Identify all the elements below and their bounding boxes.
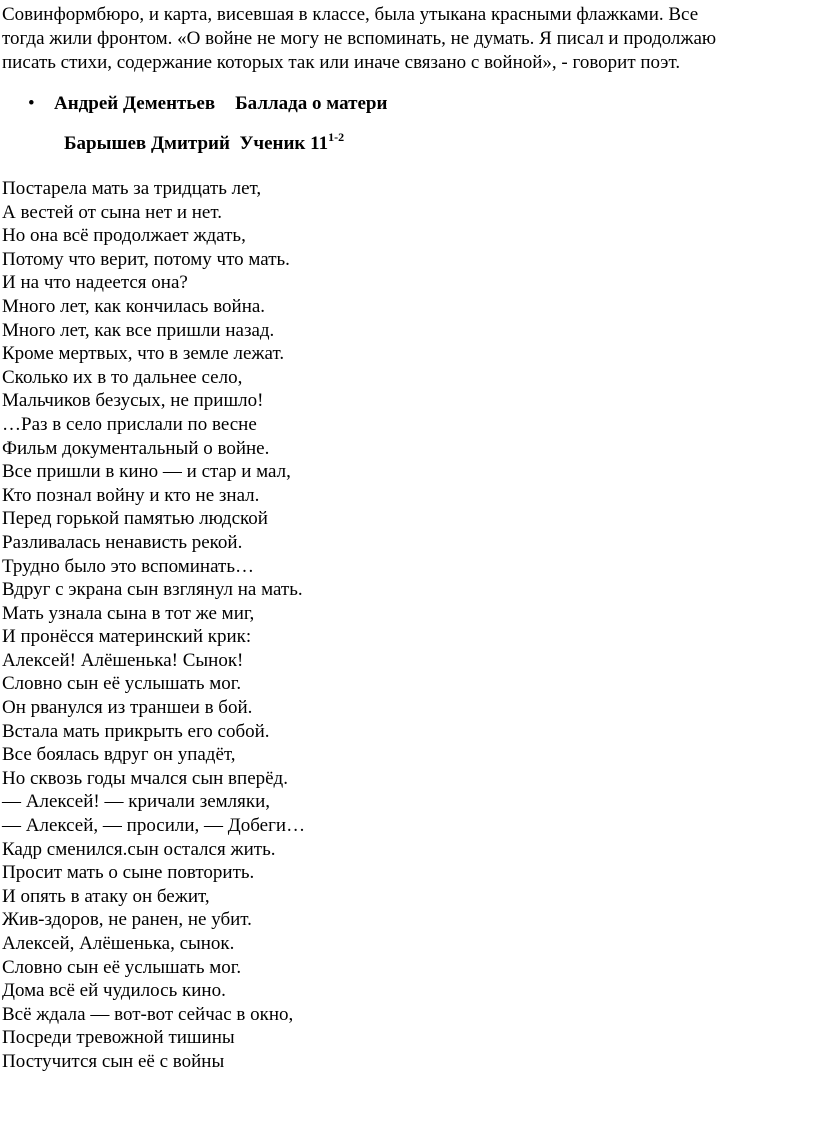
poem-line: Словно сын её услышать мог. xyxy=(2,956,242,978)
poem-line: Все боялась вдруг он упадёт, xyxy=(2,744,236,766)
intro-line: Совинформбюро, и карта, висевшая в классе, была утыкана красными флажками. Все xyxy=(2,4,699,25)
poem-line: И опять в атаку он бежит, xyxy=(2,885,210,907)
poem-line: Но сквозь годы мчался сын вперёд. xyxy=(2,767,288,789)
intro-line: тогда жили фронтом. «О войне не могу не вспоминать, не думать. Я писал и продолжаю xyxy=(2,28,717,49)
poem-line: Разливалась ненависть рекой. xyxy=(2,531,243,553)
poem-line: Словно сын её услышать мог. xyxy=(2,673,242,695)
poem-line: Все пришли в кино — и стар и мал, xyxy=(2,461,291,483)
poem-line: Алексей! Алёшенька! Сынок! xyxy=(2,649,244,671)
bullet-icon: • xyxy=(28,93,35,114)
poem-line: Перед горькой памятью людской xyxy=(2,508,268,530)
poem-line: И пронёсся материнский крик: xyxy=(2,626,252,648)
poem-line: Дома всё ей чудилось кино. xyxy=(2,980,226,1002)
poem-line: Но она всё продолжает ждать, xyxy=(2,225,246,247)
poem-line: Потому что верит, потому что мать. xyxy=(2,248,290,270)
poem-line: Постучится сын её с войны xyxy=(2,1050,225,1072)
poem-line: Постарела мать за тридцать лет, xyxy=(2,178,262,199)
poem-line: — Алексей, — просили, — Добеги… xyxy=(2,815,306,837)
poem-line: Сколько их в то дальнее село, xyxy=(2,366,243,388)
poem-line: Встала мать прикрыть его собой. xyxy=(2,720,270,742)
intro-paragraph xyxy=(2,3,810,75)
poem-author: Андрей Дементьев xyxy=(54,93,216,114)
poem-line: …Раз в село прислали по весне xyxy=(2,413,257,435)
poem-line: Вдруг с экрана сын взглянул на мать. xyxy=(2,579,303,601)
poem-line: А вестей от сына нет и нет. xyxy=(2,201,222,223)
reader-grade: Ученик 11 xyxy=(239,133,329,154)
poem-line: Посреди тревожной тишины xyxy=(2,1027,235,1049)
poem-line: Кто познал войну и кто не знал. xyxy=(2,484,260,506)
poem-line: Просит мать о сыне повторить. xyxy=(2,862,255,884)
poem-line: Много лет, как кончилась война. xyxy=(2,295,266,317)
poem-line: Трудно было это вспоминать… xyxy=(2,555,255,577)
poem-line: Кадр сменился.сын остался жить. xyxy=(2,838,276,860)
poem-line: Жив-здоров, не ранен, не убит. xyxy=(2,909,252,931)
poem-line: Алексей, Алёшенька, сынок. xyxy=(2,933,235,954)
poem-line: Мальчиков безусых, не пришло! xyxy=(2,390,264,412)
poem-title: Баллада о матери xyxy=(235,93,388,114)
poem-body xyxy=(2,177,810,1074)
reader-byline xyxy=(64,132,344,156)
reader-grade-suffix: 1-2 xyxy=(328,130,345,144)
intro-line: писать стихи, содержание которых так или иначе связано с войной», - говорит поэт. xyxy=(2,52,681,73)
poem-line: И на что надеется она? xyxy=(2,272,188,294)
poem-line: Мать узнала сына в тот же миг, xyxy=(2,602,255,624)
poem-line: Фильм документальный о войне. xyxy=(2,437,270,459)
poem-line: — Алексей! — кричали земляки, xyxy=(2,791,271,813)
poem-line: Кроме мертвых, что в земле лежат. xyxy=(2,343,285,365)
reader-name: Барышев Дмитрий xyxy=(64,133,230,154)
poem-line: Он рванулся из траншеи в бой. xyxy=(2,697,253,719)
bullet-item-ballad xyxy=(28,92,387,116)
poem-line: Всё ждала — вот-вот сейчас в окно, xyxy=(2,1003,294,1025)
poem-line: Много лет, как все пришли назад. xyxy=(2,319,275,341)
